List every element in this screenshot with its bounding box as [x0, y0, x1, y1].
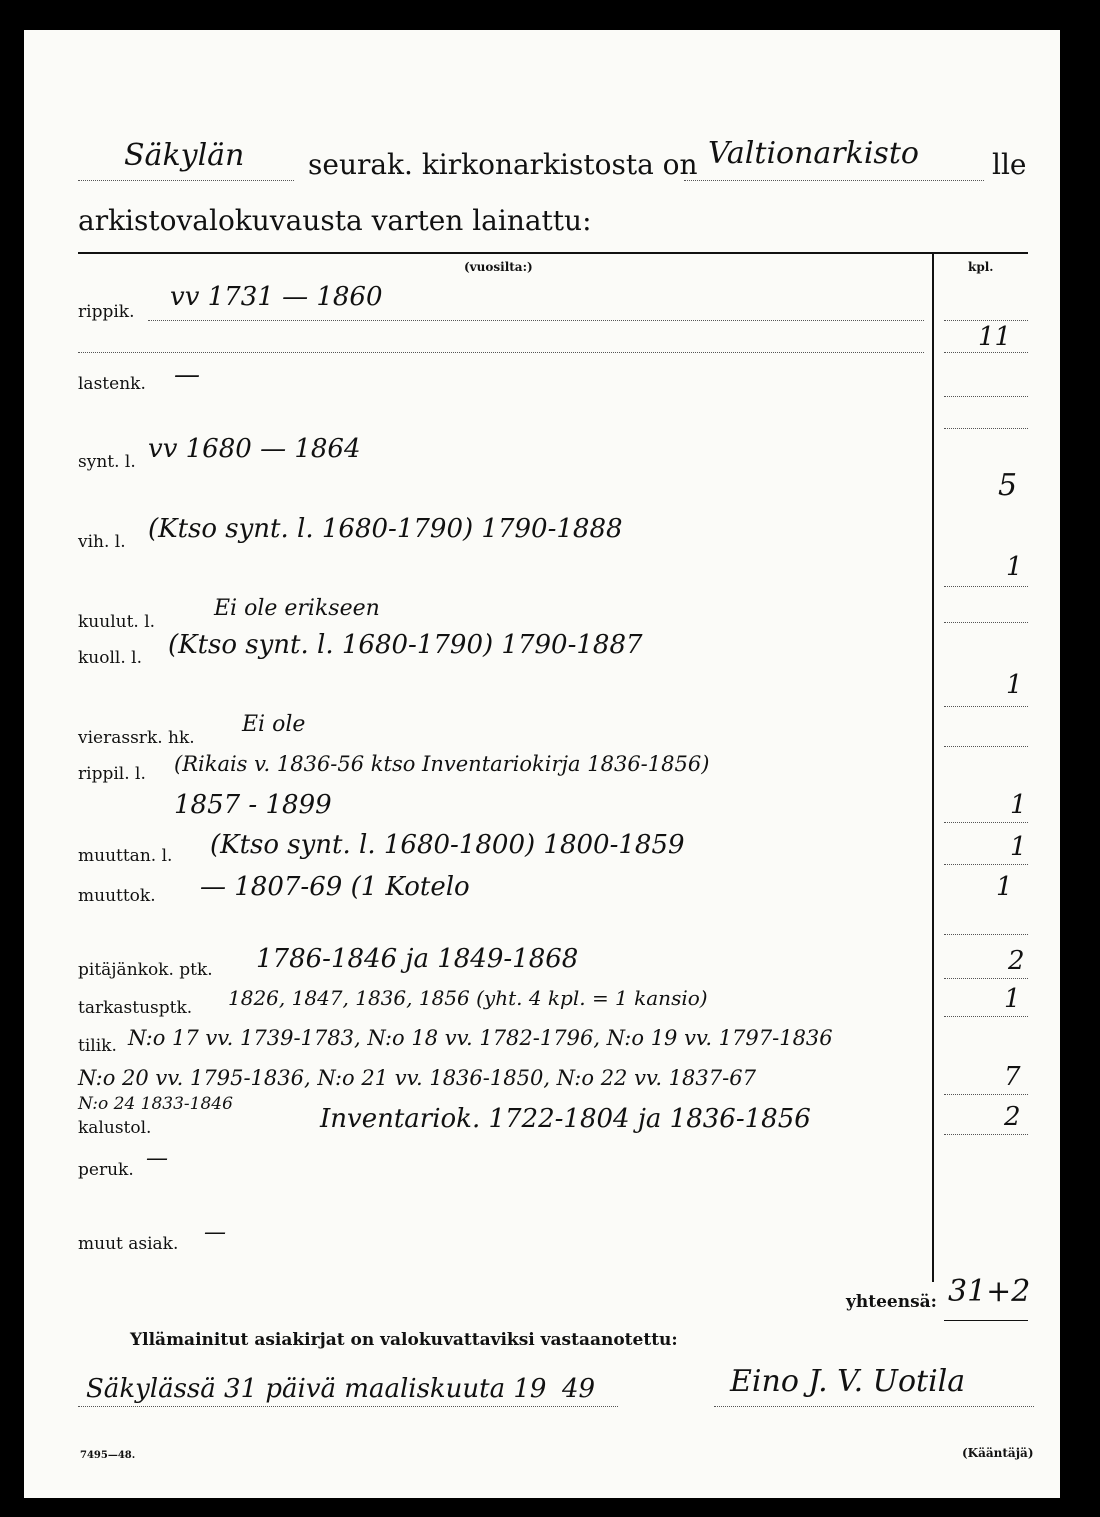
count-muuttan: 1 — [1010, 832, 1027, 862]
count-line — [944, 822, 1028, 823]
signature: Eino J. V. Uotila — [730, 1364, 966, 1399]
entry-muuttan: (Ktso synt. l. 1680-1800) 1800-1859 — [210, 830, 685, 860]
entry-muuttok: — 1807-69 (1 Kotelo — [200, 872, 470, 902]
count-line — [944, 1016, 1028, 1017]
count-pitajankok: 2 — [1008, 946, 1025, 976]
count-line — [944, 978, 1028, 979]
count-muuttok: 1 — [996, 872, 1013, 902]
heading-line2: arkistovalokuvausta varten lainattu: — [78, 204, 592, 237]
count-tilik: 7 — [1004, 1062, 1021, 1092]
label-synt: synt. l. — [78, 452, 136, 472]
signature-caption: (Kääntäjä) — [962, 1446, 1034, 1460]
label-rippil: rippil. l. — [78, 764, 146, 784]
label-vih: vih. l. — [78, 532, 126, 552]
label-muuttan: muuttan. l. — [78, 846, 173, 866]
table-top-rule — [78, 252, 1028, 254]
count-tarkastusptk: 1 — [1004, 984, 1021, 1014]
label-kuulut: kuulut. l. — [78, 612, 156, 632]
count-line — [944, 706, 1028, 707]
label-rippik: rippik. — [78, 302, 135, 322]
count-line — [944, 864, 1028, 865]
count-line — [944, 1094, 1028, 1095]
entry-muut-asiak: — — [204, 1220, 226, 1245]
form-number: 7495—48. — [80, 1450, 136, 1461]
count-line — [944, 586, 1028, 587]
entry-kuoll: (Ktso synt. l. 1680-1790) 1790-1887 — [168, 630, 643, 660]
years-header: (vuosilta:) — [464, 260, 533, 274]
count-column-rule — [932, 252, 934, 1282]
entry-pitajankok: 1786-1846 ja 1849-1868 — [256, 944, 579, 974]
count-line — [944, 934, 1028, 935]
count-line — [944, 428, 1028, 429]
entry-rippil: (Rikais v. 1836-56 ktso Inventariokirja 1836-1856) — [174, 752, 710, 776]
count-line — [944, 320, 1028, 321]
count-kalustol: 2 — [1004, 1102, 1021, 1132]
label-muuttok: muuttok. — [78, 886, 156, 906]
count-header: kpl. — [968, 260, 994, 274]
recipient-dotted-line — [684, 180, 984, 181]
parish-dotted-line — [78, 180, 294, 181]
entry-lastenk: — — [174, 360, 200, 390]
signature-line — [714, 1406, 1034, 1407]
label-kuoll: kuoll. l. — [78, 648, 143, 668]
label-tarkastusptk: tarkastusptk. — [78, 998, 193, 1018]
recipient-name: Valtionarkisto — [708, 136, 919, 171]
label-tilik: tilik. — [78, 1036, 117, 1056]
entry-rippil-cont: 1857 - 1899 — [174, 790, 332, 820]
row-line — [148, 320, 924, 321]
entry-rippik: vv 1731 — 1860 — [170, 282, 383, 312]
heading-line1: seurak. kirkonarkistosta on — [308, 148, 698, 181]
entry-peruk: — — [146, 1146, 168, 1171]
year-suffix: 49 — [562, 1374, 596, 1404]
received-text: Yllämainitut asiakirjat on valokuvattaviksi vastaanotettu: — [130, 1330, 678, 1350]
count-kuoll: 1 — [1006, 670, 1023, 700]
label-peruk: peruk. — [78, 1160, 134, 1180]
count-line — [944, 746, 1028, 747]
heading-suffix: lle — [992, 148, 1027, 181]
entry-kalustol: Inventariok. 1722-1804 ja 1836-1856 — [320, 1104, 811, 1134]
entry-vierassrk: Ei ole — [242, 712, 306, 737]
place-date: Säkylässä 31 päivä maaliskuuta 19 — [86, 1374, 547, 1404]
entry-vih: (Ktso synt. l. 1680-1790) 1790-1888 — [148, 514, 623, 544]
count-synt: 5 — [998, 468, 1018, 503]
count-rippik: 11 — [978, 322, 1012, 352]
entry-tilik-cont: N:o 20 vv. 1795-1836, N:o 21 vv. 1836-1850, N:o 22 vv. 1837-67 — [78, 1066, 756, 1090]
document-sheet — [24, 30, 1060, 1498]
count-line — [944, 352, 1028, 353]
entry-tarkastusptk: 1826, 1847, 1836, 1856 (yht. 4 kpl. = 1 kansio) — [228, 986, 708, 1010]
parish-name: Säkylän — [124, 138, 245, 173]
count-rippil: 1 — [1010, 790, 1027, 820]
entry-synt: vv 1680 — 1864 — [148, 434, 361, 464]
label-muut-asiak: muut asiak. — [78, 1234, 179, 1254]
count-vih: 1 — [1006, 552, 1023, 582]
total-label: yhteensä: — [846, 1292, 937, 1312]
count-line — [944, 622, 1028, 623]
total-value: 31+2 — [948, 1274, 1031, 1309]
label-kalustol: kalustol. — [78, 1118, 152, 1138]
row-line — [78, 352, 924, 353]
entry-tilik: N:o 17 vv. 1739-1783, N:o 18 vv. 1782-1796, N:o 19 vv. 1797-1836 — [128, 1026, 833, 1050]
date-line — [78, 1406, 618, 1407]
label-lastenk: lastenk. — [78, 374, 146, 394]
count-line — [944, 1134, 1028, 1135]
entry-kuulut: Ei ole erikseen — [214, 596, 380, 621]
count-line — [944, 396, 1028, 397]
entry-tilik-extra: N:o 24 1833-1846 — [78, 1094, 233, 1114]
label-pitajankok: pitäjänkok. ptk. — [78, 960, 213, 980]
label-vierassrk: vierassrk. hk. — [78, 728, 195, 748]
total-rule — [944, 1320, 1028, 1321]
